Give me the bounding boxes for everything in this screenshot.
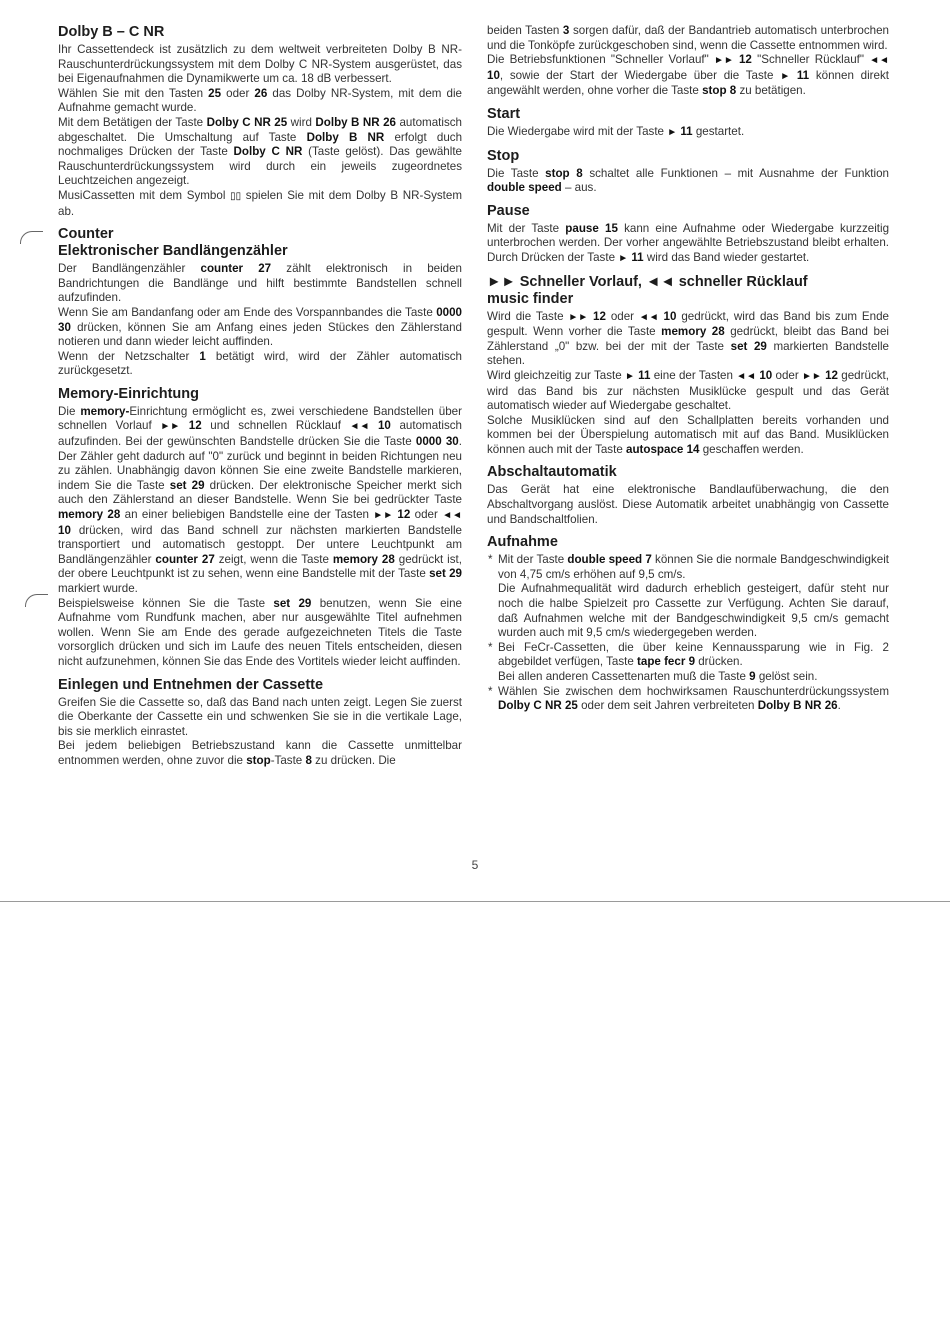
fast-forward-icon: ►► xyxy=(713,55,734,67)
text-run: – aus. xyxy=(561,181,597,195)
text-run: MusiCassetten mit dem Symbol xyxy=(58,188,231,202)
text-run: Wird die Taste xyxy=(487,309,569,323)
text-run: drücken, wird das Band schnell zur nächsten markierten Bandstelle transportiert und automatisch gestoppt. Der untere Leuchtpunkt am Bandlängenzähler xyxy=(58,523,462,566)
body-paragraph xyxy=(58,739,462,768)
body-paragraph xyxy=(487,483,889,527)
text-run: Mit dem Betätigen der Taste xyxy=(58,115,207,129)
text-run: eine der Tasten xyxy=(650,368,737,382)
section-heading: Pause xyxy=(487,202,530,219)
emphasized-text: pause 15 xyxy=(565,221,618,235)
section-heading: Counter Elektronischer Bandlängenzähler xyxy=(58,226,288,260)
emphasized-text: 12 xyxy=(821,368,838,382)
emphasized-text: stop 8 xyxy=(702,84,737,98)
text-run: Der Bandlängenzähler xyxy=(58,262,201,276)
text-run: können Sie die normale Bandgeschwindigkeit von 4,75 cm/s erhöhen auf 9,5 cm/s. xyxy=(498,553,889,581)
text-run: drücken. Der elektronische Speicher merkt sich auch den Zählerstand an dieser Bandstelle. Wenn Sie bei gedrückter Taste xyxy=(58,478,462,507)
text-run: erfolgt duch nochmaliges Drücken der Taste xyxy=(58,130,463,159)
rewind-icon: ◄◄ xyxy=(442,510,462,522)
text-run: können direkt angewählt werden, ohne vorher die Taste xyxy=(487,68,889,98)
section-heading: Memory-Einrichtung xyxy=(58,385,199,402)
text-run: gedrückt, wird das Band bis zum Ende gespult. Wenn vorher die Taste xyxy=(487,309,889,339)
text-run: gelöst sein. xyxy=(755,670,818,683)
body-paragraph xyxy=(58,189,462,219)
emphasized-text: Dolby B NR 26 xyxy=(315,115,397,129)
text-run: wird xyxy=(287,115,316,129)
text-run: automatisch aufzufinden. Bei der gewünschten Bandstelle drücken Sie die Taste xyxy=(58,419,462,449)
section-counter xyxy=(58,226,462,379)
text-run: Wenn Sie am Bandanfang oder am Ende des Vorspannbandes die Taste xyxy=(58,305,437,319)
play-icon: ► xyxy=(667,126,678,138)
section-heading: Start xyxy=(487,105,521,122)
emphasized-text: 3 xyxy=(562,24,570,37)
emphasized-text: 12 xyxy=(393,508,411,522)
bullet-marker: * xyxy=(488,640,493,654)
rewind-icon: ◄◄ xyxy=(349,421,370,433)
fast-forward-icon: ►► xyxy=(160,421,181,433)
text-run: Solche Musiklücken sind auf den Schallplatten bereits vorhanden und kommen bei der Überspielung automatisch mit auf das Band. Musiklücken können auch mit der Taste xyxy=(487,413,889,456)
text-run: oder xyxy=(221,86,255,100)
body-paragraph xyxy=(58,262,462,306)
emphasized-text: 11 xyxy=(634,368,651,382)
right-column xyxy=(487,24,889,721)
text-run: oder xyxy=(772,368,803,382)
emphasized-text: double speed xyxy=(487,181,562,195)
section-schneller-vorlauf-schneller-rücklauf xyxy=(487,274,889,458)
body-paragraph xyxy=(487,310,889,369)
text-run: schaltet alle Funktionen – mit Ausnahme der Funktion xyxy=(582,166,889,180)
body-paragraph xyxy=(58,405,462,597)
section-heading: Aufnahme xyxy=(487,534,558,551)
emphasized-text: 11 xyxy=(628,250,644,264)
text-run: Greifen Sie die Cassette so, daß das Band nach unten zeigt. Legen Sie zuerst die Oberkante der Cassette ein und schwenken Sie sie in die vertikale Lage, bis sie merklich einrastet. xyxy=(58,695,462,738)
section-einlegen-und-entnehmen-der-cassette xyxy=(58,677,462,769)
text-run: sorgen dafür, daß der Bandantrieb automatisch unterbrochen und die Tonköpfe zurückgeschoben sind, wenn die Cassette entnommen wird. xyxy=(487,24,889,52)
text-run: Ihr Cassettendeck ist zusätzlich zu dem weltweit verbreiteten Dolby B NR-Rauschunterdrückungssystem mit dem Dolby C NR-System ausgerüstet, das bei Eigenaufnahmen die Dynamikwerte um ca. 18 dB verbessert. xyxy=(58,43,462,86)
emphasized-text: stop xyxy=(246,753,271,767)
emphasized-text: memory 28 xyxy=(332,552,395,566)
text-run: betätigt wird, wird der Zähler automatisch zurückgesetzt. xyxy=(58,349,462,378)
body-paragraph xyxy=(487,685,889,714)
play-icon: ► xyxy=(624,370,635,382)
rewind-icon: ◄◄ xyxy=(736,370,757,382)
text-run: drücken. xyxy=(695,655,743,669)
text-run: , sowie der Start der Wiedergabe über die Taste xyxy=(499,68,781,82)
emphasized-text: 26 xyxy=(254,86,268,100)
text-run: oder dem seit Jahren verbreiteten xyxy=(577,699,758,713)
body-paragraph xyxy=(58,43,462,87)
text-run: Die Aufnahmequalität wird dadurch erheblich gesteigert, dafür steht nur noch die halbe Spielzeit pro Cassette zur Verfügung. Achten Sie darauf, daß Aufnahmen welche mit der Bandgeschwindigkeit 9,5 cm/s gemacht wurden auch mit 9,5 cm/s wiedergegeben werden. xyxy=(498,582,889,640)
fast-forward-icon: ►► xyxy=(802,370,822,382)
body-paragraph xyxy=(58,696,462,740)
emphasized-text: 0000 30 xyxy=(58,305,462,334)
text-run: . xyxy=(837,699,841,713)
text-run: . Der Zähler geht dadurch auf "0" zurück und beginnt in beiden Richtungen neu zu zählen. Unabhängig davon können Sie eine zweite Bandstelle markieren, indem Sie die Taste xyxy=(58,435,462,492)
body-paragraph xyxy=(487,167,889,196)
section-pause xyxy=(487,203,889,267)
emphasized-text: 11 xyxy=(790,68,810,82)
text-run: (Taste gelöst). Das gewählte Rauschunterdrückungssystem wird durch ein jeweils zugeordnetes Leuchtzeichen angezeigt. xyxy=(58,145,462,188)
section-heading: Einlegen und Entnehmen der Cassette xyxy=(58,676,324,693)
text-run: kann eine Aufnahme oder Wiedergabe kurzzeitig unterbrochen werden. Der vorher angewählte Betriebszustand bleibt erhalten. Durch Drücken der Taste xyxy=(487,221,890,264)
emphasized-text: counter 27 xyxy=(155,552,215,566)
text-run: wird das Band wieder gestartet. xyxy=(643,250,810,264)
bullet-marker: * xyxy=(488,553,493,567)
emphasized-text: Dolby B NR xyxy=(306,130,385,144)
text-run: Mit der Taste xyxy=(498,553,568,567)
body-paragraph xyxy=(58,306,462,350)
text-run: Bei jedem beliebigen Betriebszustand kann die Cassette unmittelbar entnommen werden, ohne zuvor die xyxy=(58,739,462,767)
text-run: zeigt, wenn die Taste xyxy=(214,552,333,566)
emphasized-text: 12 xyxy=(588,309,606,323)
emphasized-text: Dolby C NR 25 xyxy=(206,115,288,129)
text-run: Wird gleichzeitig zur Taste xyxy=(487,368,625,382)
section-dolby-b-c-nr xyxy=(58,24,462,219)
text-run: gedrückt, wird das Band bis zur nächsten Musiklücke gespult und das Gerät automatisch wieder auf Wiedergabe geschaltet. xyxy=(487,368,889,413)
text-run: an einer beliebigen Bandstelle eine der Tasten xyxy=(120,508,374,522)
emphasized-text: 10 xyxy=(658,309,677,323)
section-continued xyxy=(487,24,889,99)
emphasized-text: tape fecr 9 xyxy=(637,655,696,669)
emphasized-text: 25 xyxy=(208,86,222,100)
emphasized-text: Dolby C NR 25 xyxy=(498,699,578,713)
text-run: markierten Bandstelle stehen. xyxy=(487,339,890,368)
text-run: Die Taste xyxy=(487,166,546,180)
text-run: Wählen Sie zwischen dem hochwirksamen Rauschunterdrückungssystem xyxy=(498,684,889,698)
body-paragraph xyxy=(487,369,889,414)
body-paragraph xyxy=(487,24,889,53)
margin-mark xyxy=(20,231,43,244)
emphasized-text: 10 xyxy=(58,523,71,537)
section-stop xyxy=(487,148,889,196)
text-run: drücken, können Sie am Anfang eines jeden Stückes den Zählerstand notieren und dann wieder leicht auffinden. xyxy=(58,320,462,349)
emphasized-text: 1 xyxy=(199,349,206,363)
body-paragraph xyxy=(58,350,462,379)
text-run: Einrichtung ermöglicht es, zwei verschiedene Bandstellen über schnellen Vorlauf xyxy=(58,404,462,433)
body-paragraph xyxy=(487,641,889,670)
emphasized-text: set 29 xyxy=(429,567,463,581)
emphasized-text: 12 xyxy=(180,419,202,433)
text-run: gestartet. xyxy=(692,124,745,138)
text-run: oder xyxy=(410,508,443,522)
section-start xyxy=(487,106,889,141)
section-heading: ►► Schneller Vorlauf, ◄◄ schneller Rücklauf music finder xyxy=(487,273,808,307)
text-run: Die xyxy=(58,404,81,418)
play-icon: ► xyxy=(780,70,791,82)
text-run: gedrückt, bleibt das Band bei Zählerstand „0" bzw. bei der mit der Taste xyxy=(487,325,889,353)
emphasized-text: set 29 xyxy=(169,478,205,492)
section-heading: Stop xyxy=(487,147,520,164)
fast-forward-icon: ►► xyxy=(568,311,589,323)
text-run: zu drücken. Die xyxy=(311,753,396,767)
emphasized-text: stop 8 xyxy=(545,166,583,180)
emphasized-text: set 29 xyxy=(730,339,767,353)
text-run: spielen Sie mit dem Dolby B NR-System ab. xyxy=(58,188,463,218)
emphasized-text: 0000 30 xyxy=(415,435,459,449)
text-run: gedrückt ist, der obere Leuchtpunkt ist zu sehen, wenn eine Bandstelle mit der Taste xyxy=(58,552,462,581)
section-aufnahme xyxy=(487,534,889,714)
text-run: das Dolby NR-System, mit dem die Aufnahme gemacht wurde. xyxy=(58,86,463,115)
emphasized-text: set 29 xyxy=(273,596,312,610)
text-run: Die Betriebsfunktionen "Schneller Vorlauf" xyxy=(487,53,714,67)
body-paragraph xyxy=(487,125,889,141)
emphasized-text: memory- xyxy=(80,404,130,418)
rewind-icon: ◄◄ xyxy=(638,311,659,323)
text-run: beiden Tasten xyxy=(487,24,563,37)
text-run: und schnellen Rücklauf xyxy=(201,419,350,433)
margin-mark xyxy=(25,594,48,607)
text-run: -Taste xyxy=(270,753,306,767)
page-number: 5 xyxy=(471,858,479,872)
body-paragraph xyxy=(487,582,889,640)
body-paragraph xyxy=(487,53,889,99)
page-bottom-rule xyxy=(0,901,950,902)
text-run: markiert wurde. xyxy=(58,582,138,595)
body-paragraph xyxy=(487,670,889,685)
left-column xyxy=(58,24,462,776)
fast-forward-icon: ►► xyxy=(373,510,394,522)
emphasized-text: memory 28 xyxy=(58,508,121,522)
section-memory-einrichtung xyxy=(58,386,462,670)
body-paragraph xyxy=(487,414,889,458)
text-run: Bei allen anderen Cassettenarten muß die Taste xyxy=(498,670,750,683)
emphasized-text: Dolby C NR xyxy=(233,145,303,159)
text-run: automatisch abgeschaltet. Die Umschaltung auf Taste xyxy=(58,115,462,144)
text-run: Bei FeCr-Cassetten, die über keine Kennaussparung wie in Fig. 2 abgebildet verfügen, Taste xyxy=(498,640,889,669)
body-paragraph xyxy=(58,87,462,116)
emphasized-text: memory 28 xyxy=(661,325,725,339)
emphasized-text: double speed 7 xyxy=(567,553,652,567)
section-heading: Dolby B – C NR xyxy=(58,24,165,40)
emphasized-text: counter 27 xyxy=(200,262,272,276)
emphasized-text: 10 xyxy=(369,419,391,433)
text-run: Wählen Sie mit den Tasten xyxy=(58,86,209,100)
emphasized-text: 9 xyxy=(749,670,756,683)
text-run: zu betätigen. xyxy=(736,84,806,98)
emphasized-text: autospace 14 xyxy=(626,442,700,456)
body-paragraph xyxy=(58,116,462,189)
text-run: "Schneller Rücklauf" xyxy=(751,53,870,67)
emphasized-text: 11 xyxy=(677,124,693,138)
emphasized-text: 10 xyxy=(487,68,500,82)
section-heading: Abschaltautomatik xyxy=(487,464,617,481)
text-run: benutzen, wenn Sie eine Aufnahme vom Rundfunk machen, aber nur ausgewählte Titel aufnehmen wollen. Wenn Sie am Ende des gerade aufgezeichneten Titels die Taste vorsorglich drücken und sich im Laufe des neuen Titels entscheiden, diesen nicht aufzunehmen, können Sie das Ende des Vortitels wieder leicht auffinden. xyxy=(58,596,462,668)
rewind-icon: ◄◄ xyxy=(869,55,889,67)
bullet-marker: * xyxy=(488,684,493,698)
emphasized-text: 10 xyxy=(756,368,773,382)
text-run: Die Wiedergabe wird mit der Taste xyxy=(487,124,668,138)
text-run: geschaffen werden. xyxy=(699,442,804,456)
dolby-logo-icon: ▯▯ xyxy=(230,190,242,202)
body-paragraph xyxy=(487,222,889,267)
text-run: Das Gerät hat eine elektronische Bandlaufüberwachung, die den Abschaltvorgang auslöst. Diese Automatik arbeitet unabhängig von Cassette und Bandschaltfolien. xyxy=(487,483,889,526)
body-paragraph xyxy=(487,553,889,582)
text-run: zählt elektronisch in beiden Bandrichtungen die Bandlänge und hilft bestimmte Bandstellen schnell aufzufinden. xyxy=(58,262,463,305)
emphasized-text: Dolby B NR 26 xyxy=(757,699,838,713)
text-run: Mit der Taste xyxy=(487,221,566,235)
text-run: oder xyxy=(605,309,639,323)
section-abschaltautomatik xyxy=(487,464,889,527)
text-run: Beispielsweise können Sie die Taste xyxy=(58,596,274,610)
body-paragraph xyxy=(58,597,462,670)
play-icon: ► xyxy=(618,252,629,264)
emphasized-text: 8 xyxy=(305,753,312,767)
emphasized-text: 12 xyxy=(733,53,752,67)
text-run: Wenn der Netzschalter xyxy=(58,349,200,363)
